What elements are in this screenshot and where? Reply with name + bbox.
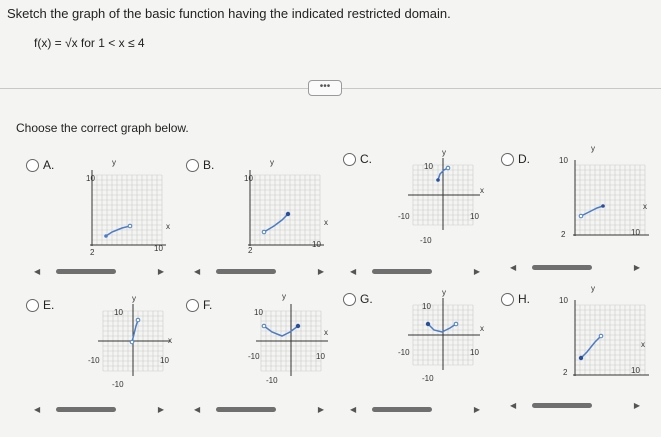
graph-b-xright: 10 <box>312 240 321 249</box>
scroll-thumb[interactable] <box>216 407 276 412</box>
scroll-right-icon[interactable]: ▶ <box>633 263 640 272</box>
graph-c-ytop: 10 <box>424 162 433 171</box>
scrollbar-a[interactable] <box>34 266 164 278</box>
scroll-thumb[interactable] <box>532 403 592 408</box>
scroll-thumb[interactable] <box>216 269 276 274</box>
graph-b-ytop: 10 <box>244 174 253 183</box>
graph-f-xleft: -10 <box>248 352 260 361</box>
option-b-label: B. <box>203 158 215 172</box>
graph-h-xright: 10 <box>631 366 640 375</box>
option-h[interactable] <box>501 292 530 306</box>
graph-b-xaxis-label: x <box>324 218 328 227</box>
scroll-right-icon[interactable]: ▶ <box>317 267 324 276</box>
graph-h-xaxis-label: x <box>641 340 645 349</box>
scrollbar-g[interactable] <box>350 404 480 416</box>
graph-a-ytop: 10 <box>86 174 95 183</box>
scrollbar-e[interactable] <box>34 404 164 416</box>
scroll-left-icon[interactable]: ◀ <box>350 405 357 414</box>
option-d[interactable] <box>501 152 530 166</box>
scrollbar-d[interactable] <box>510 262 640 274</box>
graph-g-yaxis-label: y <box>442 288 446 297</box>
graph-e-xleft: -10 <box>88 356 100 365</box>
graph-d-yaxis-label: y <box>591 144 595 153</box>
graph-b-xleft: 2 <box>248 246 253 255</box>
graph-c-xaxis-label: x <box>480 186 484 195</box>
graph-d-ytop: 10 <box>559 156 568 165</box>
graph-b-yaxis-label: y <box>270 158 274 167</box>
graph-e-ytop: 10 <box>114 308 123 317</box>
radio-a[interactable] <box>26 159 39 172</box>
radio-d[interactable] <box>501 153 514 166</box>
graph-g-ytop: 10 <box>422 302 431 311</box>
option-f-label: F. <box>203 298 213 312</box>
graph-e-ybottom: -10 <box>112 380 124 389</box>
scroll-left-icon[interactable]: ◀ <box>194 267 201 276</box>
graph-h-yaxis-label: y <box>591 284 595 293</box>
option-e[interactable] <box>26 298 54 312</box>
option-e-label: E. <box>43 298 55 312</box>
graph-d-xleft: 2 <box>561 230 566 239</box>
option-h-label: H. <box>518 292 530 306</box>
question-prompt: Sketch the graph of the basic function having the indicated restricted domain. <box>7 6 451 21</box>
scroll-thumb[interactable] <box>372 407 432 412</box>
radio-c[interactable] <box>343 153 356 166</box>
scroll-right-icon[interactable]: ▶ <box>157 405 164 414</box>
graph-a-yaxis-label: y <box>112 158 116 167</box>
scroll-right-icon[interactable]: ▶ <box>157 267 164 276</box>
more-button[interactable]: ••• <box>308 80 342 96</box>
scroll-left-icon[interactable]: ◀ <box>194 405 201 414</box>
graph-g-ybottom: -10 <box>422 374 434 383</box>
scroll-thumb[interactable] <box>372 269 432 274</box>
radio-g[interactable] <box>343 293 356 306</box>
scrollbar-b[interactable] <box>194 266 324 278</box>
scrollbar-c[interactable] <box>350 266 480 278</box>
graph-e-xaxis-label: x <box>168 336 172 345</box>
graph-g-xleft: -10 <box>398 348 410 357</box>
graph-f-yaxis-label: y <box>282 292 286 301</box>
graph-c-ybottom: -10 <box>420 236 432 245</box>
scroll-left-icon[interactable]: ◀ <box>34 267 41 276</box>
graph-d-xright: 10 <box>631 228 640 237</box>
scroll-thumb[interactable] <box>56 407 116 412</box>
scroll-right-icon[interactable]: ▶ <box>473 267 480 276</box>
option-c-label: C. <box>360 152 372 166</box>
radio-f[interactable] <box>186 299 199 312</box>
scroll-left-icon[interactable]: ◀ <box>350 267 357 276</box>
instruction-text: Choose the correct graph below. <box>16 121 189 135</box>
option-a-label: A. <box>43 158 55 172</box>
graph-c <box>398 150 488 280</box>
function-definition: f(x) = √x for 1 < x ≤ 4 <box>34 36 145 50</box>
graph-f-xaxis-label: x <box>324 328 328 337</box>
option-d-label: D. <box>518 152 530 166</box>
graph-c-xleft: -10 <box>398 212 410 221</box>
radio-e[interactable] <box>26 299 39 312</box>
graph-g-xright: 10 <box>470 348 479 357</box>
scroll-left-icon[interactable]: ◀ <box>510 263 517 272</box>
graph-g <box>398 290 488 420</box>
option-c[interactable] <box>343 152 372 166</box>
option-f[interactable] <box>186 298 212 312</box>
graph-d <box>555 144 647 280</box>
option-a[interactable] <box>26 158 54 172</box>
scrollbar-h[interactable] <box>510 400 640 412</box>
option-g[interactable] <box>343 292 373 306</box>
graph-h-ytop: 10 <box>559 296 568 305</box>
scroll-right-icon[interactable]: ▶ <box>317 405 324 414</box>
graph-c-xright: 10 <box>470 212 479 221</box>
graph-g-xaxis-label: x <box>480 324 484 333</box>
graph-f-xright: 10 <box>316 352 325 361</box>
graph-f-ytop: 10 <box>254 308 263 317</box>
graph-a-xleft: 2 <box>90 248 95 257</box>
option-b[interactable] <box>186 158 214 172</box>
scroll-left-icon[interactable]: ◀ <box>34 405 41 414</box>
option-g-label: G. <box>360 292 373 306</box>
graph-a-xright: 10 <box>154 244 163 253</box>
graph-f-ybottom: -10 <box>266 376 278 385</box>
radio-h[interactable] <box>501 293 514 306</box>
scroll-left-icon[interactable]: ◀ <box>510 401 517 410</box>
graph-e-xright: 10 <box>160 356 169 365</box>
scroll-right-icon[interactable]: ▶ <box>633 401 640 410</box>
scroll-right-icon[interactable]: ▶ <box>473 405 480 414</box>
graph-a-xaxis-label: x <box>166 222 170 231</box>
graph-h-xleft: 2 <box>563 368 568 377</box>
radio-b[interactable] <box>186 159 199 172</box>
scroll-thumb[interactable] <box>56 269 116 274</box>
graph-e-yaxis-label: y <box>132 294 136 303</box>
scrollbar-f[interactable] <box>194 404 324 416</box>
scroll-thumb[interactable] <box>532 265 592 270</box>
graph-d-xaxis-label: x <box>643 202 647 211</box>
graph-c-yaxis-label: y <box>442 148 446 157</box>
